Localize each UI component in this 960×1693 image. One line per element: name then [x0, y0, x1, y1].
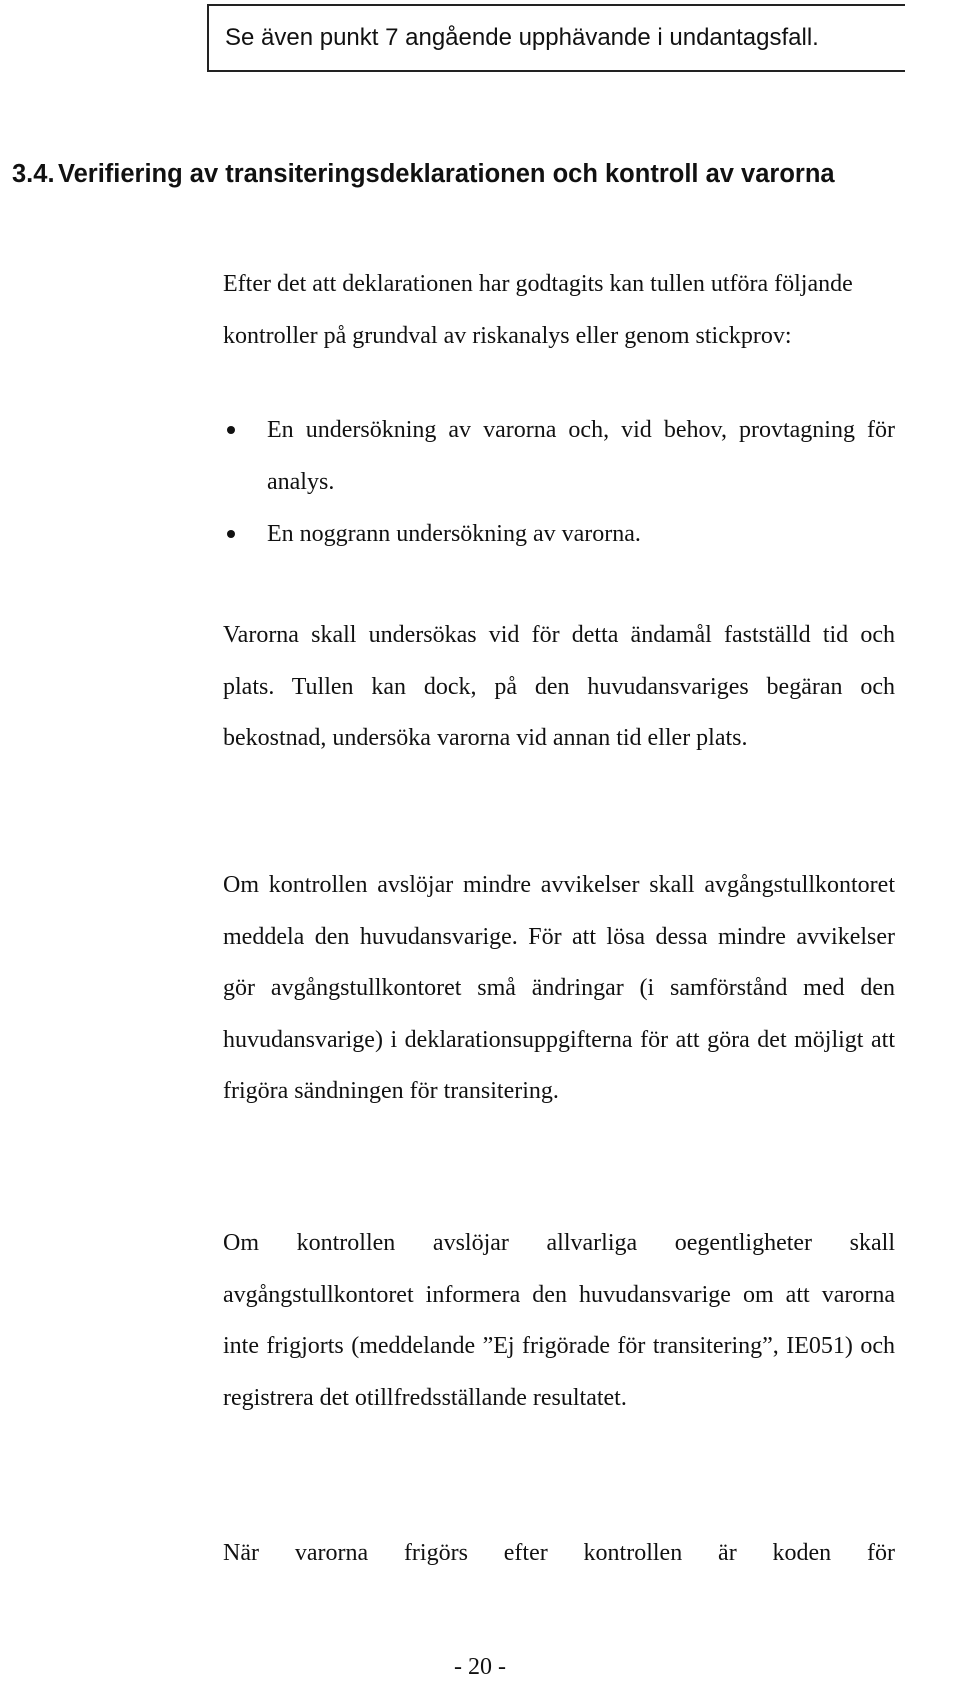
intro-paragraph: Efter det att deklarationen har godtagits kan tullen utföra följande kontroller på grundval av riskanalys eller genom stickprov: — [223, 271, 853, 349]
bullet-item — [223, 404, 895, 508]
paragraph-minor-discrepancies: Om kontrollen avslöjar mindre avvikelser skall avgångstullkontoret meddela den huvudansvarige. För att lösa dessa mindre avvikelser gör avgångstullkontoret små ändringar (i samförstånd med den huvudansvarige) i deklarationsuppgifterna för att göra det möjligt att frigöra sändningen för transitering. — [223, 872, 895, 1104]
paragraph-examination: Varorna skall undersökas vid för detta ändamål fastställd tid och plats. Tullen kan dock, på den huvudansvariges begäran och bekostnad, undersöka varorna vid annan tid eller plats. — [223, 622, 895, 751]
bullet-text: En noggrann undersökning av varorna. — [267, 521, 641, 547]
bullet-icon — [227, 530, 235, 538]
page-number: - 20 - — [454, 1654, 506, 1680]
bullet-item — [223, 508, 895, 560]
bullet-text: En undersökning av varorna och, vid behov, provtagning för analys. — [267, 417, 895, 495]
bullet-list — [223, 404, 895, 560]
paragraph-release: När varorna frigörs efter kontrollen är koden för — [223, 1540, 895, 1566]
note-text: Se även punkt 7 angående upphävande i undantagsfall. — [225, 24, 819, 51]
section-title: Verifiering av transiteringsdeklarationen och kontroll av varorna — [58, 160, 835, 188]
section-heading — [12, 160, 835, 189]
paragraph-serious-irregularities: Om kontrollen avslöjar allvarliga oegentligheter skall avgångstullkontoret informera den huvudansvarige om att varorna inte frigjorts (meddelande ”Ej frigörade för transitering”, IE051) och registrera det otillfredsställande resultatet. — [223, 1230, 895, 1411]
note-box — [207, 4, 905, 72]
bullet-icon — [227, 426, 235, 434]
section-number: 3.4. — [12, 160, 55, 188]
